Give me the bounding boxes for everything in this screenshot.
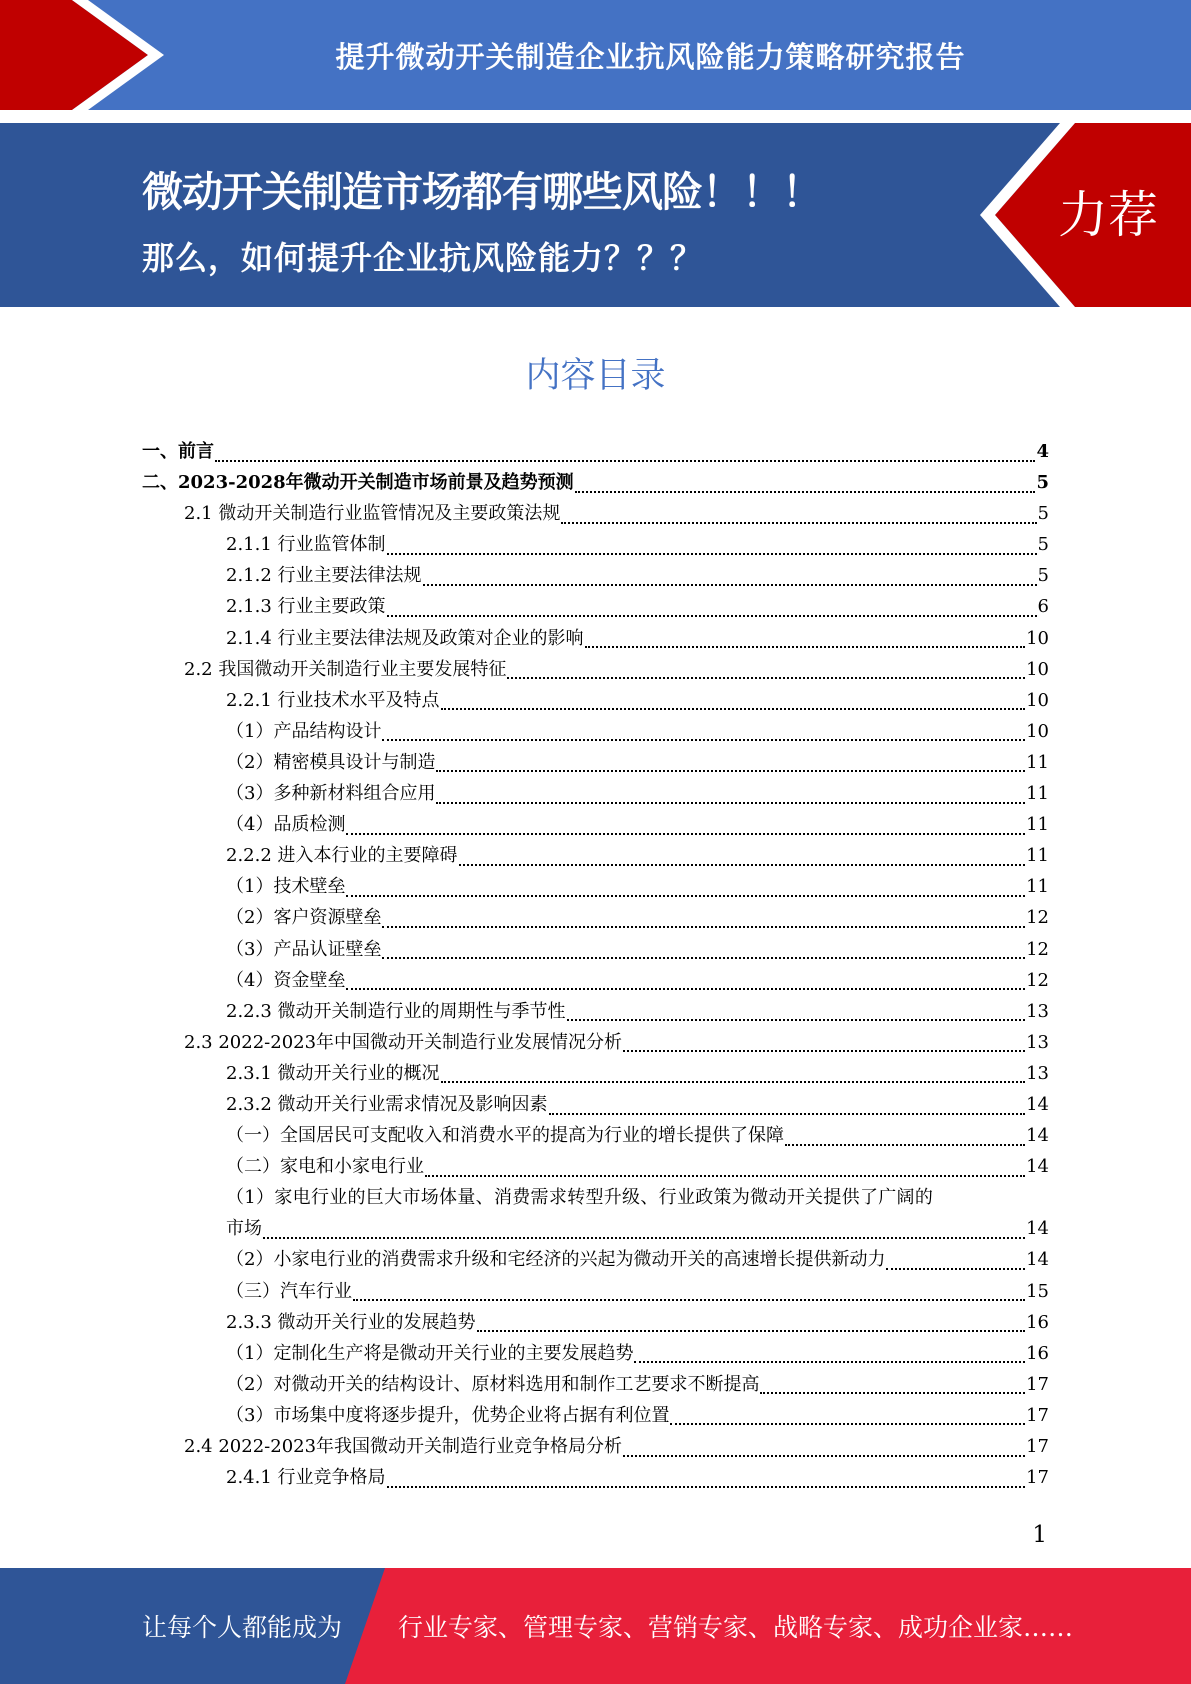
toc-entry-label: （1）技术壁垒 — [226, 876, 346, 898]
toc-entry[interactable] — [142, 1059, 1049, 1090]
report-title: 提升微动开关制造企业抗风险能力策略研究报告 — [335, 39, 966, 74]
toc-leader-dots — [441, 708, 1026, 710]
toc-entry-page: 17 — [1026, 1373, 1049, 1395]
toc-entry-page: 16 — [1026, 1342, 1049, 1364]
hero-banner — [0, 123, 1191, 307]
table-of-contents — [142, 437, 1049, 1494]
toc-entry-page: 17 — [1026, 1467, 1049, 1489]
toc-entry-page: 10 — [1026, 627, 1049, 649]
toc-entry-label: （三）汽车行业 — [226, 1280, 352, 1302]
toc-leader-dots — [346, 988, 1025, 990]
page-number: 1 — [1032, 1522, 1047, 1548]
toc-entry-page: 12 — [1026, 969, 1049, 991]
toc-leader-dots — [575, 491, 1036, 493]
toc-entry[interactable] — [142, 624, 1049, 655]
toc-entry[interactable] — [142, 717, 1049, 748]
toc-entry-page: 5 — [1037, 503, 1049, 525]
toc-leader-dots — [507, 677, 1025, 679]
toc-leader-dots — [760, 1392, 1025, 1394]
toc-leader-dots — [263, 1237, 1025, 1239]
toc-entry-page: 11 — [1026, 814, 1049, 836]
toc-entry-page: 16 — [1026, 1311, 1049, 1333]
top-banner — [0, 0, 1191, 110]
toc-leader-dots — [549, 1113, 1026, 1115]
toc-entry-page: 10 — [1026, 658, 1049, 680]
toc-entry-page: 4 — [1036, 441, 1049, 462]
toc-leader-dots — [387, 1486, 1026, 1488]
toc-entry-label: 2.3.3 微动开关行业的发展趋势 — [226, 1311, 476, 1333]
toc-leader-dots — [346, 833, 1025, 835]
toc-entry-page: 11 — [1026, 876, 1049, 898]
toc-entry-page: 6 — [1037, 596, 1049, 618]
toc-entry-page: 14 — [1026, 1125, 1049, 1147]
toc-entry-page: 14 — [1026, 1093, 1049, 1115]
toc-entry[interactable] — [142, 1028, 1049, 1059]
toc-leader-dots — [353, 1299, 1025, 1301]
toc-leader-dots — [670, 1423, 1025, 1425]
toc-leader-dots — [634, 1361, 1025, 1363]
toc-entry-label: 二、2023-2028年微动开关制造市场前景及趋势预测 — [142, 472, 574, 494]
toc-entry-label: 2.3 2022-2023年中国微动开关制造行业发展情况分析 — [184, 1031, 623, 1053]
toc-entry[interactable] — [142, 468, 1049, 499]
toc-heading: 内容目录 — [525, 356, 666, 396]
toc-entry-label: 2.4.1 行业竞争格局 — [226, 1467, 386, 1489]
hero-headline: 微动开关制造市场都有哪些风险！！！ — [142, 168, 822, 216]
toc-entry-label: （3）产品认证壁垒 — [226, 938, 382, 960]
toc-entry-page: 17 — [1026, 1436, 1049, 1457]
toc-entry[interactable] — [142, 935, 1049, 966]
toc-entry[interactable] — [142, 1090, 1049, 1121]
toc-entry-label: 2.1.3 行业主要政策 — [226, 596, 386, 618]
toc-leader-dots — [346, 895, 1025, 897]
toc-leader-dots — [387, 553, 1037, 555]
toc-entry-page: 5 — [1037, 534, 1049, 556]
toc-leader-dots — [886, 1268, 1025, 1270]
toc-entry-page: 13 — [1026, 1062, 1049, 1084]
toc-entry[interactable] — [142, 1401, 1049, 1432]
toc-entry[interactable] — [142, 499, 1049, 530]
toc-leader-dots — [585, 646, 1026, 648]
toc-entry[interactable] — [142, 903, 1049, 934]
toc-entry[interactable] — [142, 997, 1049, 1028]
recommend-badge: 力荐 — [1058, 186, 1158, 244]
toc-entry[interactable] — [142, 1121, 1049, 1152]
toc-entry[interactable] — [142, 779, 1049, 810]
toc-entry-label: （1）产品结构设计 — [226, 720, 382, 742]
toc-leader-dots — [425, 1175, 1025, 1177]
toc-entry[interactable] — [142, 1308, 1049, 1339]
toc-entry[interactable] — [142, 1152, 1049, 1183]
toc-entry-label: 2.1 微动开关制造行业监管情况及主要政策法规 — [184, 503, 561, 525]
toc-entry[interactable] — [142, 437, 1049, 468]
toc-entry-page: 13 — [1026, 1000, 1049, 1022]
toc-entry[interactable] — [142, 841, 1049, 872]
toc-leader-dots — [382, 957, 1025, 959]
toc-entry-label: （2）对微动开关的结构设计、原材料选用和制作工艺要求不断提高 — [226, 1373, 760, 1395]
toc-leader-dots — [436, 770, 1025, 772]
toc-entry-label: 一、前言 — [142, 441, 214, 462]
toc-leader-dots — [785, 1144, 1025, 1146]
toc-entry-label: （3）市场集中度将逐步提升，优势企业将占据有利位置 — [226, 1404, 670, 1426]
toc-entry-label: （二）家电和小家电行业 — [226, 1156, 424, 1178]
toc-entry-label: 2.1.4 行业主要法律法规及政策对企业的影响 — [226, 627, 584, 649]
toc-entry[interactable] — [142, 966, 1049, 997]
toc-entry[interactable] — [142, 686, 1049, 717]
toc-entry-label: 2.1.2 行业主要法律法规 — [226, 565, 422, 587]
toc-entry[interactable] — [142, 1370, 1049, 1401]
toc-entry-page: 10 — [1026, 720, 1049, 742]
toc-entry-page: 10 — [1026, 689, 1049, 711]
toc-entry-page: 11 — [1026, 845, 1049, 867]
toc-entry[interactable] — [142, 1214, 1049, 1245]
toc-entry-label: 2.2.1 行业技术水平及特点 — [226, 689, 440, 711]
toc-entry[interactable] — [142, 655, 1049, 686]
toc-entry-label: （4）品质检测 — [226, 814, 346, 836]
toc-entry[interactable] — [142, 810, 1049, 841]
toc-entry-label: （1）定制化生产将是微动开关行业的主要发展趋势 — [226, 1342, 634, 1364]
toc-entry-label: 市场 — [226, 1218, 262, 1240]
toc-entry[interactable] — [142, 530, 1049, 561]
toc-entry-label: 2.3.1 微动开关行业的概况 — [226, 1062, 440, 1084]
toc-leader-dots — [382, 926, 1025, 928]
toc-entry-page: 13 — [1026, 1031, 1049, 1053]
footer-slogan: 让每个人都能成为 — [142, 1613, 343, 1642]
toc-leader-dots — [215, 460, 1035, 462]
toc-entry-page: 17 — [1026, 1404, 1049, 1426]
toc-leader-dots — [561, 522, 1036, 524]
toc-entry-label: （一）全国居民可支配收入和消费水平的提高为行业的增长提供了保障 — [226, 1125, 784, 1147]
toc-entry-label: 2.2 我国微动开关制造行业主要发展特征 — [184, 658, 507, 680]
toc-entry-label: 2.3.2 微动开关行业需求情况及影响因素 — [226, 1093, 548, 1115]
toc-leader-dots — [459, 864, 1026, 866]
toc-entry-page: 14 — [1026, 1218, 1049, 1240]
toc-entry[interactable] — [142, 1183, 1049, 1214]
toc-entry-page: 12 — [1026, 907, 1049, 929]
toc-entry-label: 2.2.2 进入本行业的主要障碍 — [226, 845, 458, 867]
toc-entry[interactable] — [142, 1339, 1049, 1370]
toc-leader-dots — [382, 739, 1025, 741]
toc-entry-page: 15 — [1026, 1280, 1049, 1302]
toc-leader-dots — [423, 584, 1037, 586]
footer-banner — [0, 1568, 1191, 1684]
toc-entry-page: 5 — [1037, 565, 1049, 587]
toc-entry-page: 14 — [1026, 1156, 1049, 1178]
toc-entry-label: （2）精密模具设计与制造 — [226, 751, 436, 773]
toc-entry[interactable] — [142, 1432, 1049, 1463]
toc-entry-label: （4）资金壁垒 — [226, 969, 346, 991]
footer-roles: 行业专家、管理专家、营销专家、战略专家、成功企业家…… — [398, 1613, 1074, 1642]
toc-entry-label: 2.2.3 微动开关制造行业的周期性与季节性 — [226, 1000, 566, 1022]
toc-entry-page: 14 — [1026, 1249, 1049, 1271]
toc-entry-label: 2.4 2022-2023年我国微动开关制造行业竞争格局分析 — [184, 1436, 623, 1457]
toc-entry-page: 5 — [1036, 472, 1049, 494]
toc-leader-dots — [623, 1050, 1025, 1052]
toc-leader-dots — [436, 802, 1025, 804]
toc-entry-page: 12 — [1026, 938, 1049, 960]
toc-entry[interactable] — [142, 1277, 1049, 1308]
toc-leader-dots — [387, 615, 1037, 617]
toc-entry-label: （2）客户资源壁垒 — [226, 907, 382, 929]
toc-entry-page: 11 — [1026, 783, 1049, 805]
toc-entry[interactable] — [142, 592, 1049, 623]
toc-entry-label: 2.1.1 行业监管体制 — [226, 534, 386, 556]
toc-leader-dots — [477, 1330, 1026, 1332]
toc-entry-label: （2）小家电行业的消费需求升级和宅经济的兴起为微动开关的高速增长提供新动力 — [226, 1249, 886, 1271]
toc-entry-label: （3）多种新材料组合应用 — [226, 783, 436, 805]
toc-entry[interactable] — [142, 1245, 1049, 1276]
toc-leader-dots — [623, 1455, 1025, 1457]
toc-entry[interactable] — [142, 561, 1049, 592]
toc-entry-label: （1）家电行业的巨大市场体量、消费需求转型升级、行业政策为微动开关提供了广阔的 — [226, 1187, 934, 1209]
toc-leader-dots — [567, 1019, 1026, 1021]
toc-leader-dots — [441, 1081, 1026, 1083]
toc-entry-page: 11 — [1026, 751, 1049, 773]
toc-entry[interactable] — [142, 748, 1049, 779]
toc-entry[interactable] — [142, 872, 1049, 903]
hero-subheadline: 那么，如何提升企业抗风险能力？？？ — [142, 239, 704, 277]
toc-entry[interactable] — [142, 1463, 1049, 1494]
